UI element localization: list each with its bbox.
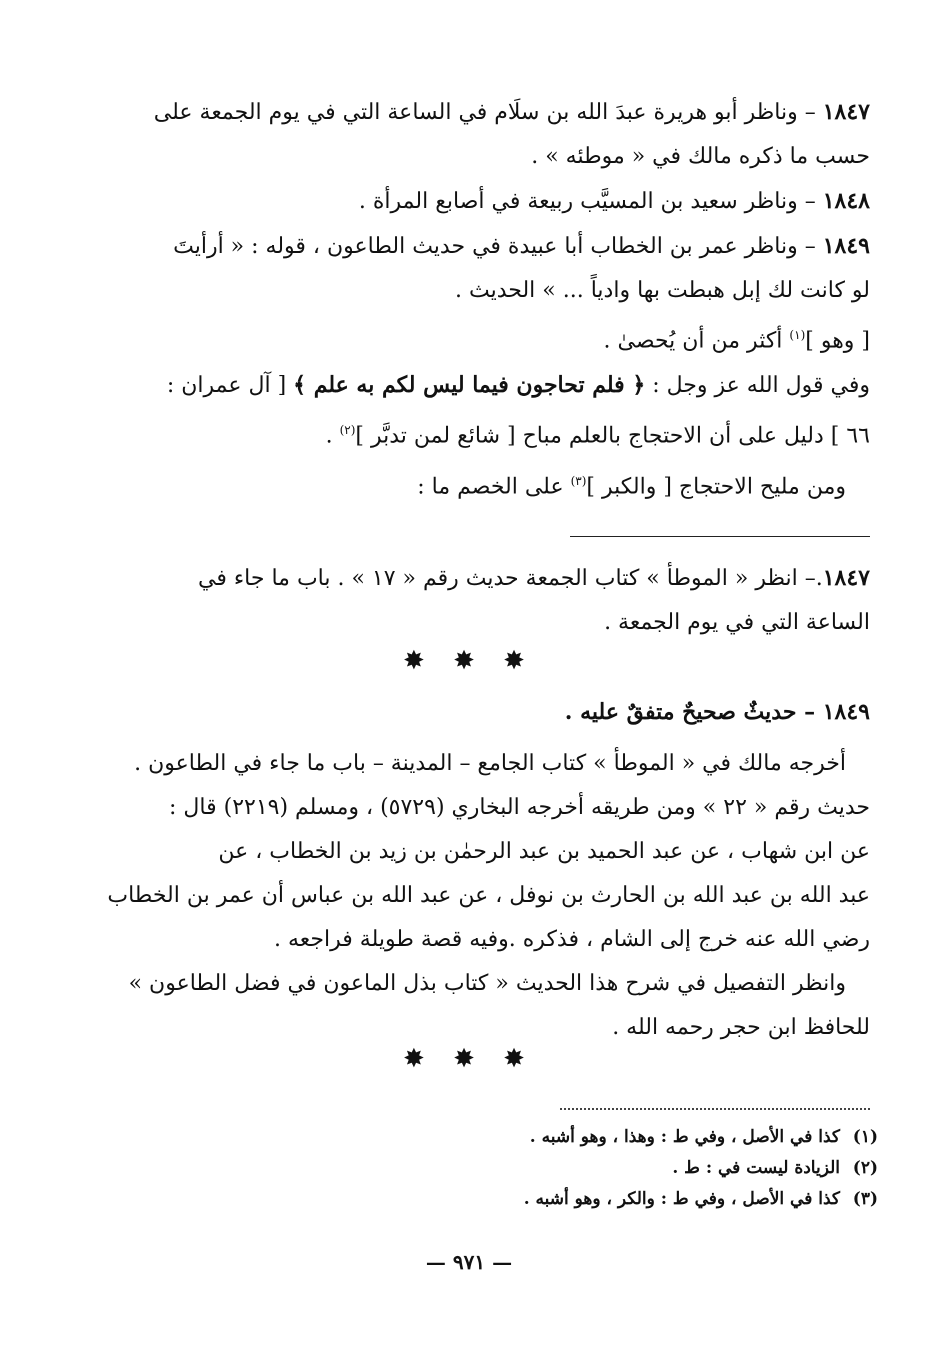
para-1849-line-1: ١٨٤٩ – وناظر عمر بن الخطاب أبا عبيدة في حديث الطاعون ، قوله : « أرأيتَ [173, 233, 870, 259]
note-number-1847: ١٨٤٧ [822, 565, 870, 591]
commentary-1849-body [107, 742, 870, 1050]
note-1849-p1-line-2: حديث رقم « ٢٢ » ومن طريقه أخرجه البخاري (٥٧٢٩) ، ومسلم (٢٢١٩) قال : [169, 795, 870, 820]
note-1849-p1-line-4: عبد الله بن عبد الله بن الحارث بن نوفل ، عن عبد الله بن عباس أن عمر بن الخطاب [107, 883, 870, 908]
star-separator-2: ✸ ✸ ✸ [403, 1044, 535, 1074]
quran-verse: ﴿ فلم تحاجون فيما ليس لكم به علم ﴾ [293, 372, 646, 399]
quran-line-2: ٦٦ ] دليل على أن الاحتجاج بالعلم مباح [ شائع لمن تدبَّر ]$^{(٢)}$ . [325, 423, 870, 449]
footnote-separator [560, 1108, 870, 1110]
entry-number-1848: ١٨٤٨ [822, 188, 870, 214]
commentary-1847 [175, 556, 870, 645]
note-1847-line-2: الساعة التي في يوم الجمعة . [604, 610, 870, 635]
footnote-ref-2: (٢) [339, 423, 356, 438]
footnote-1: (١) كذا في الأصل ، وفي ط : وهذا ، وهو أشبه . [529, 1127, 878, 1147]
note-1849-p1-line-5: رضي الله عنه خرج إلى الشام ، فذكره .وفيه قصة طويلة فراجعه . [274, 927, 870, 952]
quran-line-1: وفي قول الله عز وجل : ﴿ فلم تحاجون فيما ليس لكم به علم ﴾ [ آل عمران : [166, 372, 870, 399]
note-1847-line-1: ١٨٤٧.– انظر « الموطأ » كتاب الجمعة حديث رقم « ١٧ » . باب ما جاء في [197, 565, 870, 591]
hadith-grade: – حديثٌ صحيحٌ متفقٌ عليه . [564, 699, 823, 725]
para-1847-line-2: حسب ما ذكره مالك في « موطئه » . [531, 144, 870, 169]
para-1849-line-2: لو كانت لك إبل هبطت بها وادياً ... » الحديث . [455, 278, 870, 303]
page-number: — ٩٧١ — [425, 1250, 513, 1274]
note-1849-p1-line-3: عن ابن شهاب ، عن عبد الحميد بن عبد الرحمٰن بن زيد بن الخطاب ، عن [218, 839, 870, 864]
note-1849-p1-line-1: أخرجه مالك في « الموطأ » كتاب الجامع – المدينة – باب ما جاء في الطاعون . [134, 751, 846, 776]
footnote-ref-3: (٣) [570, 473, 587, 488]
note-1849-p2-line-2: للحافظ ابن حجر رحمه الله . [612, 1015, 870, 1040]
footnote-ref-1: (١) [789, 328, 806, 342]
notes-separator-rule [570, 536, 870, 537]
entry-number-1847: ١٨٤٧ [822, 99, 870, 125]
malih-line: ومن مليح الاحتجاج [ والكبر ]$^{(٣)}$ على الخصم ما : [417, 473, 846, 499]
commentary-1849-title [175, 690, 870, 735]
star-separator-1: ✸ ✸ ✸ [403, 646, 535, 676]
footnote-2: (٢) الزيادة ليست في : ط . [672, 1158, 878, 1178]
note-number-1849: ١٨٤٩ [822, 699, 870, 725]
para-1847-line-1: ١٨٤٧ – وناظر أبو هريرة عبدَ الله بن سلَام في الساعة التي في يوم الجمعة على [153, 99, 870, 125]
wahuwa-line: [ وهو ]$^{(١)}$ أكثر من أن يُحصىٰ . [603, 328, 870, 354]
para-1848-line-1: ١٨٤٨ – وناظر سعيد بن المسيَّب ربيعة في أصابع المرأة . [358, 188, 870, 214]
note-1849-p2-line-1: وانظر التفصيل في شرح هذا الحديث « كتاب بذل الماعون في فضل الطاعون » [128, 971, 846, 996]
entry-number-1849: ١٨٤٩ [822, 233, 870, 259]
footnotes [378, 1122, 878, 1215]
footnote-3: (٣) كذا في الأصل ، وفي ط : والكر ، وهو أشبه . [523, 1189, 878, 1209]
main-text [153, 90, 870, 509]
